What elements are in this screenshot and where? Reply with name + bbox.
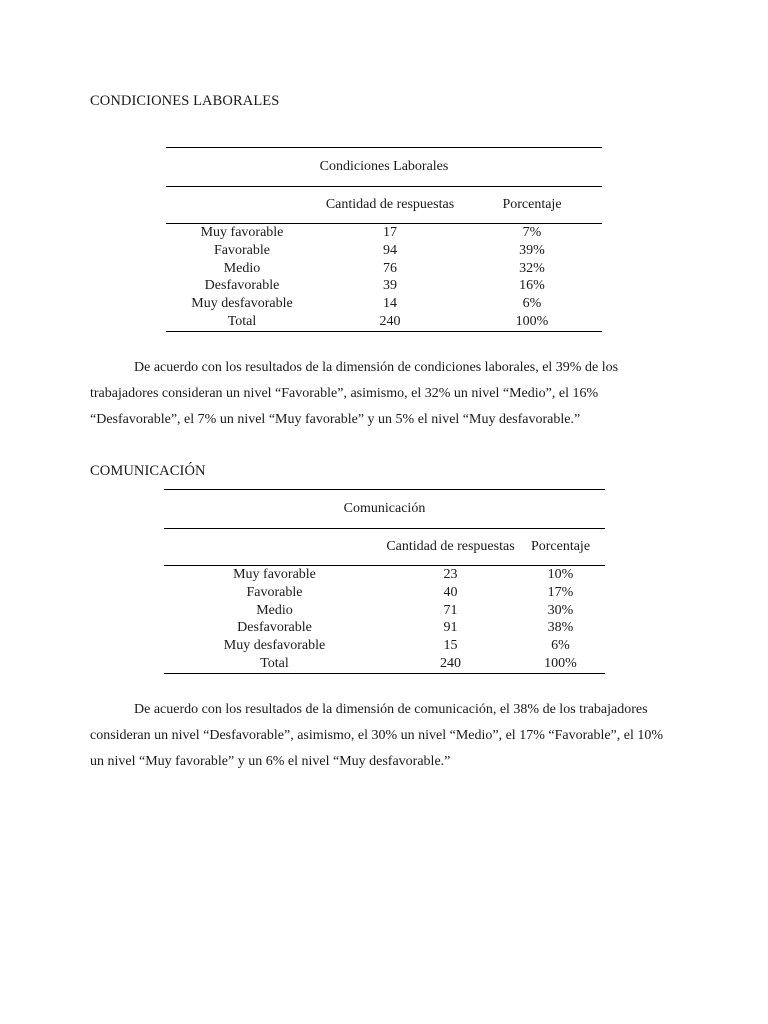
column-header xyxy=(164,529,385,566)
row-percent: 39% xyxy=(519,242,545,258)
paragraph-comunicacion xyxy=(90,697,670,774)
row-percent: 6% xyxy=(522,296,542,312)
row-percent: 100% xyxy=(516,655,605,673)
table-comunicacion xyxy=(164,489,605,674)
table-caption: Comunicación xyxy=(164,490,605,529)
row-count: 39 xyxy=(383,278,397,294)
column-header: Cantidad de respuestas xyxy=(385,529,516,566)
row-label: Total xyxy=(164,655,385,673)
table-row xyxy=(166,277,602,295)
row-percent: 17% xyxy=(547,584,574,600)
row-count: 240 xyxy=(385,655,516,673)
row-percent: 10% xyxy=(547,567,574,582)
table-row xyxy=(164,584,605,602)
row-percent: 7% xyxy=(522,225,542,240)
section-heading-comunicacion: COMUNICACIÓN xyxy=(90,463,206,479)
row-percent: 6% xyxy=(551,638,570,654)
row-count: 94 xyxy=(383,242,397,258)
row-count: 23 xyxy=(443,567,458,582)
row-label: Favorable xyxy=(214,242,270,258)
section-heading-condiciones: CONDICIONES LABORALES xyxy=(90,93,280,109)
table-row xyxy=(164,566,605,584)
row-count: 17 xyxy=(383,225,397,240)
row-label: Muy favorable xyxy=(200,225,284,240)
row-percent: 30% xyxy=(547,602,574,618)
row-percent: 100% xyxy=(462,313,602,331)
table-row xyxy=(164,619,605,637)
table-caption: Condiciones Laborales xyxy=(166,148,602,187)
column-header: Porcentaje xyxy=(516,529,605,566)
table-row-total xyxy=(166,313,602,331)
row-percent: 16% xyxy=(519,278,545,294)
column-header: Cantidad de respuestas xyxy=(318,187,462,224)
table-row xyxy=(164,602,605,620)
paragraph-text: De acuerdo con los resultados de la dimensión de comunicación, el 38% de los trabajadores consideran un nivel “Desfavorable”, asimismo, el 30% un nivel “Medio”, el 17% “Favorable”, el 10% un nivel “Muy favorable” y un 6% el nivel “Muy desfavorable.” xyxy=(90,702,664,769)
column-header xyxy=(166,187,318,224)
column-header: Porcentaje xyxy=(462,187,602,224)
row-label: Total xyxy=(166,313,318,331)
row-label: Medio xyxy=(256,602,293,618)
row-label: Desfavorable xyxy=(237,620,312,636)
row-count: 76 xyxy=(383,260,397,276)
row-label: Medio xyxy=(223,260,261,276)
row-count: 240 xyxy=(318,313,462,331)
row-label: Muy desfavorable xyxy=(191,296,293,312)
row-count: 91 xyxy=(443,620,458,636)
row-count: 14 xyxy=(383,296,397,312)
row-label: Desfavorable xyxy=(204,278,280,294)
table-row xyxy=(166,260,602,278)
table-row xyxy=(166,242,602,260)
row-percent: 38% xyxy=(547,620,574,636)
table-condiciones-laborales xyxy=(166,147,602,332)
row-label: Favorable xyxy=(246,584,303,600)
paragraph-condiciones xyxy=(90,355,670,432)
row-label: Muy desfavorable xyxy=(223,638,326,654)
table-row xyxy=(166,224,602,242)
row-percent: 32% xyxy=(519,260,545,276)
row-count: 40 xyxy=(443,584,458,600)
row-label: Muy favorable xyxy=(233,567,316,582)
table-row xyxy=(166,295,602,313)
row-count: 71 xyxy=(443,602,458,618)
paragraph-text: De acuerdo con los resultados de la dimensión de condiciones laborales, el 39% de los trabajadores consideran un nivel “Favorable”, asimismo, el 32% un nivel “Medio”, el 16% “Desfavorable”, el 7% un nivel “Muy favorable” y un 5% el nivel “Muy desfavorable.” xyxy=(90,360,619,427)
table-row-total xyxy=(164,655,605,673)
row-count: 15 xyxy=(443,638,458,654)
table-row xyxy=(164,637,605,655)
